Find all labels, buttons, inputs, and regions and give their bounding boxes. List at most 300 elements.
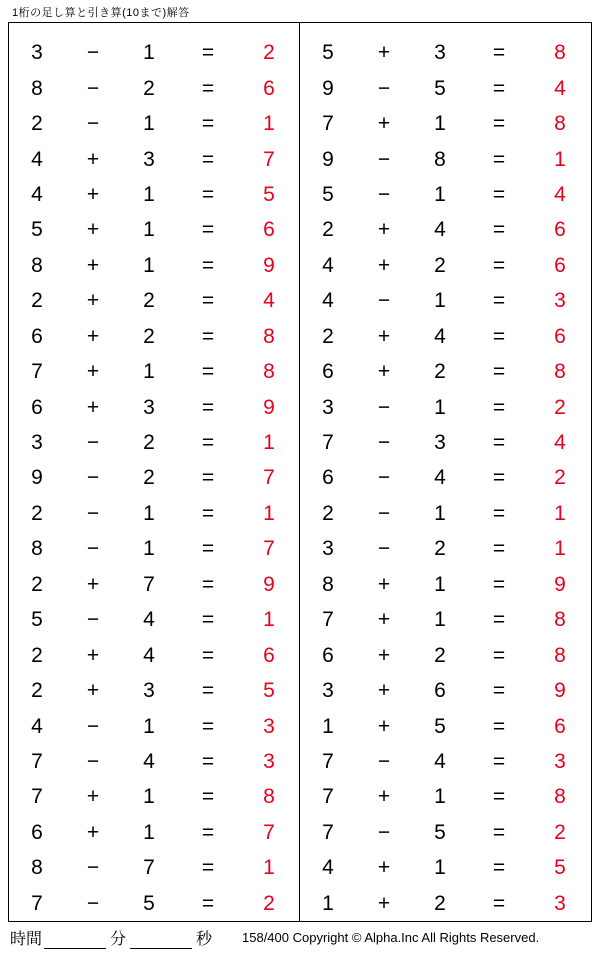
problem-row <box>9 389 299 424</box>
operator: + <box>86 182 100 206</box>
answer-value: 4 <box>554 182 566 206</box>
answer-value: 1 <box>263 431 275 455</box>
second-operand: 1 <box>434 785 446 809</box>
equals-sign: = <box>201 537 215 561</box>
first-operand: 3 <box>31 41 43 65</box>
answer-value: 3 <box>263 714 275 738</box>
equals-sign: = <box>201 572 215 596</box>
first-operand: 6 <box>31 324 43 348</box>
answer-value: 1 <box>263 501 275 525</box>
operator: − <box>86 501 100 525</box>
operator: + <box>86 360 100 384</box>
problem-row <box>9 248 299 283</box>
equals-sign: = <box>492 324 506 348</box>
equals-sign: = <box>201 112 215 136</box>
equals-sign: = <box>201 608 215 632</box>
answer-value: 9 <box>554 679 566 703</box>
operator: − <box>377 749 391 773</box>
second-operand: 1 <box>143 785 155 809</box>
first-operand: 5 <box>322 182 334 206</box>
answer-value: 7 <box>263 147 275 171</box>
equals-sign: = <box>201 182 215 206</box>
problem-row <box>300 35 591 70</box>
second-operand: 2 <box>434 360 446 384</box>
second-operand: 1 <box>434 112 446 136</box>
second-operand: 3 <box>143 679 155 703</box>
equals-sign: = <box>201 891 215 915</box>
first-operand: 5 <box>322 41 334 65</box>
first-operand: 3 <box>322 395 334 419</box>
operator: − <box>86 112 100 136</box>
problem-row <box>300 141 591 176</box>
second-operand: 5 <box>143 891 155 915</box>
answer-value: 7 <box>263 820 275 844</box>
first-operand: 8 <box>31 76 43 100</box>
equals-sign: = <box>492 182 506 206</box>
answer-value: 1 <box>263 856 275 880</box>
equals-sign: = <box>201 76 215 100</box>
answer-value: 9 <box>263 572 275 596</box>
problem-row <box>9 850 299 885</box>
answer-value: 7 <box>263 466 275 490</box>
operator: + <box>86 572 100 596</box>
first-operand: 9 <box>322 76 334 100</box>
problem-row <box>300 283 591 318</box>
answer-value: 1 <box>554 147 566 171</box>
problem-row <box>300 886 591 921</box>
second-operand: 3 <box>434 431 446 455</box>
operator: + <box>86 395 100 419</box>
second-operand: 5 <box>434 714 446 738</box>
second-operand: 1 <box>143 182 155 206</box>
first-operand: 7 <box>31 785 43 809</box>
first-operand: 4 <box>322 856 334 880</box>
second-operand: 7 <box>143 572 155 596</box>
second-operand: 2 <box>143 324 155 348</box>
problem-row <box>300 319 591 354</box>
answer-value: 8 <box>263 360 275 384</box>
equals-sign: = <box>492 289 506 313</box>
operator: − <box>86 431 100 455</box>
problem-row <box>9 886 299 921</box>
problem-row <box>9 460 299 495</box>
first-operand: 7 <box>322 820 334 844</box>
answer-value: 8 <box>554 360 566 384</box>
problem-row <box>9 744 299 779</box>
equals-sign: = <box>492 395 506 419</box>
page-footer <box>0 922 600 956</box>
second-operand: 2 <box>434 643 446 667</box>
operator: + <box>377 218 391 242</box>
answer-value: 5 <box>263 182 275 206</box>
operator: − <box>377 289 391 313</box>
first-operand: 7 <box>322 608 334 632</box>
equals-sign: = <box>201 749 215 773</box>
equals-sign: = <box>492 820 506 844</box>
answer-value: 8 <box>554 41 566 65</box>
answer-value: 3 <box>263 749 275 773</box>
operator: − <box>377 431 391 455</box>
problem-row <box>300 673 591 708</box>
equals-sign: = <box>201 289 215 313</box>
answer-value: 2 <box>554 466 566 490</box>
problem-row <box>300 354 591 389</box>
answer-value: 1 <box>554 501 566 525</box>
second-operand: 1 <box>143 714 155 738</box>
first-operand: 1 <box>322 714 334 738</box>
answer-value: 9 <box>263 253 275 277</box>
equals-sign: = <box>492 253 506 277</box>
problem-row <box>9 425 299 460</box>
equals-sign: = <box>492 112 506 136</box>
equals-sign: = <box>492 572 506 596</box>
second-operand: 1 <box>143 537 155 561</box>
operator: + <box>86 218 100 242</box>
second-operand: 1 <box>434 182 446 206</box>
operator: − <box>86 749 100 773</box>
problem-row <box>300 425 591 460</box>
first-operand: 8 <box>31 856 43 880</box>
equals-sign: = <box>201 785 215 809</box>
equals-sign: = <box>201 147 215 171</box>
equals-sign: = <box>492 41 506 65</box>
second-operand: 1 <box>434 289 446 313</box>
equals-sign: = <box>201 41 215 65</box>
first-operand: 7 <box>322 112 334 136</box>
operator: − <box>377 466 391 490</box>
operator: + <box>86 679 100 703</box>
operator: + <box>377 891 391 915</box>
answer-value: 3 <box>554 891 566 915</box>
answer-value: 8 <box>554 112 566 136</box>
second-operand: 1 <box>434 856 446 880</box>
second-operand: 7 <box>143 856 155 880</box>
first-operand: 2 <box>31 643 43 667</box>
operator: + <box>377 608 391 632</box>
operator: + <box>377 572 391 596</box>
answer-value: 1 <box>554 537 566 561</box>
second-operand: 6 <box>434 679 446 703</box>
answer-value: 4 <box>554 76 566 100</box>
problem-row <box>300 708 591 743</box>
problem-row <box>9 319 299 354</box>
answer-value: 6 <box>554 253 566 277</box>
equals-sign: = <box>492 643 506 667</box>
first-operand: 9 <box>322 147 334 171</box>
first-operand: 7 <box>322 749 334 773</box>
answer-value: 5 <box>263 679 275 703</box>
first-operand: 2 <box>31 679 43 703</box>
answer-value: 8 <box>554 608 566 632</box>
answer-value: 7 <box>263 537 275 561</box>
problem-row <box>9 283 299 318</box>
first-operand: 6 <box>31 820 43 844</box>
equals-sign: = <box>492 147 506 171</box>
second-operand: 1 <box>143 501 155 525</box>
second-operand: 2 <box>434 537 446 561</box>
operator: + <box>377 41 391 65</box>
problem-row <box>9 496 299 531</box>
first-operand: 2 <box>322 218 334 242</box>
problem-row <box>9 779 299 814</box>
second-operand: 1 <box>434 572 446 596</box>
equals-sign: = <box>492 749 506 773</box>
problem-row <box>300 70 591 105</box>
operator: − <box>377 820 391 844</box>
first-operand: 2 <box>322 324 334 348</box>
first-operand: 4 <box>322 289 334 313</box>
answer-value: 6 <box>263 76 275 100</box>
operator: + <box>377 785 391 809</box>
answer-value: 1 <box>263 608 275 632</box>
seconds-blank[interactable] <box>130 932 192 949</box>
equals-sign: = <box>492 76 506 100</box>
answer-value: 3 <box>554 289 566 313</box>
second-operand: 2 <box>143 431 155 455</box>
second-operand: 4 <box>434 218 446 242</box>
answer-value: 8 <box>554 785 566 809</box>
first-operand: 3 <box>322 537 334 561</box>
copyright-text: 158/400 Copyright © Alpha.Inc All Rights Reserved. <box>242 930 540 945</box>
second-operand: 4 <box>434 749 446 773</box>
second-operand: 1 <box>434 501 446 525</box>
answer-value: 2 <box>263 41 275 65</box>
answer-value: 4 <box>554 431 566 455</box>
problem-row <box>9 70 299 105</box>
first-operand: 8 <box>31 537 43 561</box>
first-operand: 5 <box>31 608 43 632</box>
operator: + <box>86 253 100 277</box>
second-operand: 2 <box>434 253 446 277</box>
equals-sign: = <box>201 501 215 525</box>
operator: + <box>86 147 100 171</box>
operator: − <box>86 856 100 880</box>
problem-row <box>300 106 591 141</box>
page-title: 1桁の足し算と引き算(10まで)解答 <box>12 7 190 19</box>
problem-row <box>9 602 299 637</box>
first-operand: 7 <box>31 360 43 384</box>
operator: + <box>377 360 391 384</box>
second-operand: 4 <box>434 466 446 490</box>
operator: − <box>377 147 391 171</box>
operator: + <box>86 785 100 809</box>
first-operand: 6 <box>322 466 334 490</box>
operator: + <box>377 112 391 136</box>
answer-value: 8 <box>554 643 566 667</box>
problem-row <box>9 567 299 602</box>
equals-sign: = <box>492 891 506 915</box>
answer-value: 8 <box>263 785 275 809</box>
problem-row <box>9 354 299 389</box>
second-operand: 1 <box>143 41 155 65</box>
problem-row <box>9 177 299 212</box>
operator: + <box>86 820 100 844</box>
first-operand: 4 <box>31 147 43 171</box>
first-operand: 5 <box>31 218 43 242</box>
first-operand: 8 <box>31 253 43 277</box>
operator: − <box>377 501 391 525</box>
first-operand: 2 <box>322 501 334 525</box>
problem-row <box>9 673 299 708</box>
second-operand: 2 <box>434 891 446 915</box>
equals-sign: = <box>201 218 215 242</box>
second-operand: 4 <box>143 643 155 667</box>
equals-sign: = <box>201 431 215 455</box>
second-operand: 8 <box>434 147 446 171</box>
second-unit-label: 秒 <box>196 931 213 948</box>
problem-row <box>9 531 299 566</box>
problem-row <box>9 212 299 247</box>
second-operand: 2 <box>143 289 155 313</box>
operator: − <box>377 182 391 206</box>
second-operand: 5 <box>434 820 446 844</box>
operator: + <box>377 324 391 348</box>
equals-sign: = <box>201 324 215 348</box>
operator: + <box>86 289 100 313</box>
first-operand: 7 <box>322 431 334 455</box>
second-operand: 2 <box>143 76 155 100</box>
problem-row <box>300 248 591 283</box>
problem-row <box>300 389 591 424</box>
problem-row <box>300 779 591 814</box>
equals-sign: = <box>492 608 506 632</box>
second-operand: 4 <box>434 324 446 348</box>
first-operand: 9 <box>31 466 43 490</box>
first-operand: 2 <box>31 112 43 136</box>
first-operand: 7 <box>31 749 43 773</box>
first-operand: 6 <box>322 643 334 667</box>
operator: − <box>86 466 100 490</box>
equals-sign: = <box>201 714 215 738</box>
equals-sign: = <box>201 679 215 703</box>
second-operand: 4 <box>143 749 155 773</box>
problem-row <box>9 637 299 672</box>
equals-sign: = <box>492 679 506 703</box>
problem-row <box>300 531 591 566</box>
problem-row <box>300 212 591 247</box>
problem-row <box>9 708 299 743</box>
operator: − <box>86 537 100 561</box>
operator: − <box>377 537 391 561</box>
equals-sign: = <box>201 466 215 490</box>
problem-row <box>300 496 591 531</box>
second-operand: 2 <box>143 466 155 490</box>
first-operand: 3 <box>322 679 334 703</box>
operator: − <box>86 608 100 632</box>
operator: + <box>377 643 391 667</box>
first-operand: 3 <box>31 431 43 455</box>
answer-value: 6 <box>554 218 566 242</box>
answer-value: 1 <box>263 112 275 136</box>
operator: + <box>377 253 391 277</box>
first-operand: 4 <box>322 253 334 277</box>
equals-sign: = <box>201 360 215 384</box>
operator: + <box>377 679 391 703</box>
answer-value: 6 <box>263 643 275 667</box>
answer-value: 6 <box>263 218 275 242</box>
second-operand: 1 <box>434 608 446 632</box>
second-operand: 3 <box>143 147 155 171</box>
problem-row <box>9 106 299 141</box>
problem-row <box>9 815 299 850</box>
equals-sign: = <box>492 501 506 525</box>
answer-value: 3 <box>554 749 566 773</box>
problem-column-right <box>300 23 591 921</box>
equals-sign: = <box>492 431 506 455</box>
operator: − <box>86 76 100 100</box>
equals-sign: = <box>201 820 215 844</box>
first-operand: 2 <box>31 572 43 596</box>
problem-column-left <box>9 23 300 921</box>
equals-sign: = <box>201 395 215 419</box>
first-operand: 6 <box>31 395 43 419</box>
problem-row <box>300 850 591 885</box>
second-operand: 4 <box>143 608 155 632</box>
answer-value: 9 <box>554 572 566 596</box>
answer-value: 6 <box>554 324 566 348</box>
problem-columns <box>9 23 591 921</box>
second-operand: 3 <box>434 41 446 65</box>
answer-value: 6 <box>554 714 566 738</box>
first-operand: 2 <box>31 289 43 313</box>
answer-value: 2 <box>554 820 566 844</box>
operator: + <box>86 643 100 667</box>
operator: − <box>86 41 100 65</box>
minute-unit-label: 分 <box>110 931 127 948</box>
equals-sign: = <box>492 856 506 880</box>
operator: + <box>86 324 100 348</box>
first-operand: 4 <box>31 182 43 206</box>
first-operand: 7 <box>322 785 334 809</box>
minutes-blank[interactable] <box>44 932 106 949</box>
second-operand: 5 <box>434 76 446 100</box>
answer-value: 2 <box>554 395 566 419</box>
operator: + <box>377 714 391 738</box>
problem-row <box>300 177 591 212</box>
second-operand: 1 <box>143 253 155 277</box>
answer-value: 2 <box>263 891 275 915</box>
problem-row <box>9 141 299 176</box>
operator: + <box>377 856 391 880</box>
answer-value: 5 <box>554 856 566 880</box>
equals-sign: = <box>492 466 506 490</box>
equals-sign: = <box>492 218 506 242</box>
answer-value: 8 <box>263 324 275 348</box>
equals-sign: = <box>492 785 506 809</box>
first-operand: 6 <box>322 360 334 384</box>
operator: − <box>86 891 100 915</box>
problem-row <box>300 815 591 850</box>
second-operand: 1 <box>143 360 155 384</box>
equals-sign: = <box>492 360 506 384</box>
answer-value: 9 <box>263 395 275 419</box>
operator: − <box>377 395 391 419</box>
problem-row <box>300 744 591 779</box>
equals-sign: = <box>201 856 215 880</box>
second-operand: 3 <box>143 395 155 419</box>
problem-row <box>300 602 591 637</box>
problem-row <box>9 35 299 70</box>
second-operand: 1 <box>143 218 155 242</box>
operator: − <box>86 714 100 738</box>
answer-value: 4 <box>263 289 275 313</box>
second-operand: 1 <box>143 112 155 136</box>
first-operand: 4 <box>31 714 43 738</box>
time-label: 時間 <box>10 931 43 948</box>
first-operand: 2 <box>31 501 43 525</box>
equals-sign: = <box>201 253 215 277</box>
operator: − <box>377 76 391 100</box>
